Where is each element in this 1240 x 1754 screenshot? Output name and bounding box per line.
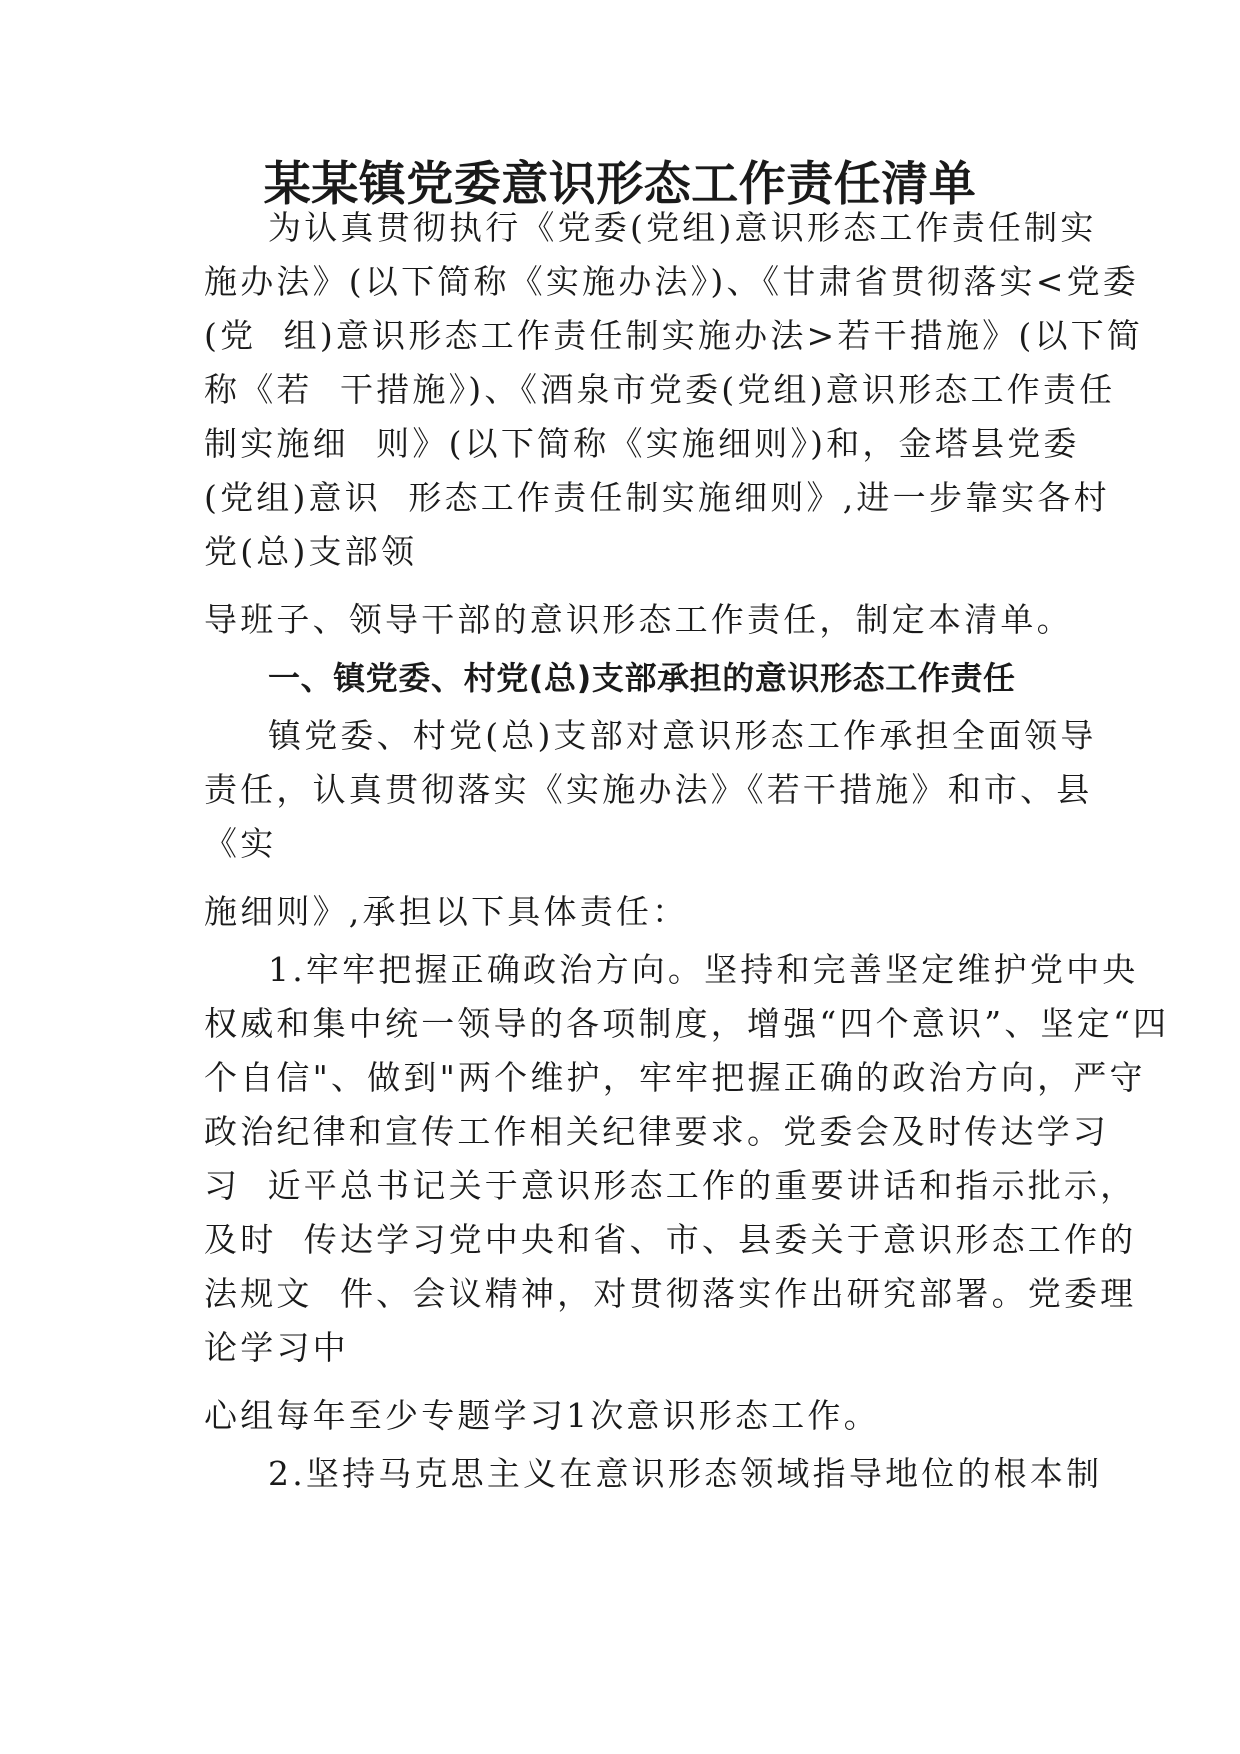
- intro-line: 施办法》(以下简称《实施办法》)、《甘肃省贯彻落实<党委: [204, 262, 1139, 301]
- item-1-line: 权威和集中统一领导的各项制度，增强“四个意识”、坚定“四: [204, 1004, 1170, 1043]
- item-1-line: 论学习中: [204, 1328, 349, 1367]
- document-title: 某某镇党委意识形态工作责任清单: [263, 157, 977, 212]
- intro-line: 党(总)支部领: [204, 532, 418, 571]
- item-1-line: 1.牢牢把握正确政治方向。坚持和完善坚定维护党中央: [268, 950, 1139, 989]
- section-line: 施细则》,承担以下具体责任：: [204, 892, 689, 931]
- intro-line: 制实施细 则》(以下简称《实施细则》)和，金塔县党委: [204, 424, 1080, 463]
- item-2-line: 2.坚持马克思主义在意识形态领域指导地位的根本制: [268, 1454, 1103, 1493]
- intro-line: (党组)意识 形态工作责任制实施细则》,进一步靠实各村: [204, 478, 1110, 517]
- item-1-line: 政治纪律和宣传工作相关纪律要求。党委会及时传达学习: [204, 1112, 1109, 1151]
- intro-line: 为认真贯彻执行《党委(党组)意识形态工作责任制实: [268, 208, 1097, 247]
- intro-line: (党 组)意识形态工作责任制实施办法>若干措施》(以下简: [204, 316, 1144, 355]
- item-1-line: 法规文 件、会议精神，对贯彻落实作出研究部署。党委理: [204, 1274, 1137, 1313]
- item-1-line: 习 近平总书记关于意识形态工作的重要讲话和指示批示，: [204, 1166, 1137, 1205]
- section-line: 镇党委、村党(总)支部对意识形态工作承担全面领导: [268, 716, 1097, 755]
- intro-line: 导班子、领导干部的意识形态工作责任，制定本清单。: [204, 600, 1073, 639]
- item-1-line: 个自信"、做到"两个维护，牢牢把握正确的政治方向，严守: [204, 1058, 1146, 1097]
- section-line: 《实: [204, 824, 277, 863]
- intro-line: 称《若 干措施》)、《酒泉市党委(党组)意识形态工作责任: [204, 370, 1116, 409]
- section-heading: 一、镇党委、村党(总)支部承担的意识形态工作责任: [268, 659, 1016, 697]
- item-1-line: 及时 传达学习党中央和省、市、县委关于意识形态工作的: [204, 1220, 1137, 1259]
- item-1-line: 心组每年至少专题学习1次意识形态工作。: [204, 1396, 880, 1435]
- section-line: 责任，认真贯彻落实《实施办法》《若干措施》和市、县: [204, 770, 1093, 809]
